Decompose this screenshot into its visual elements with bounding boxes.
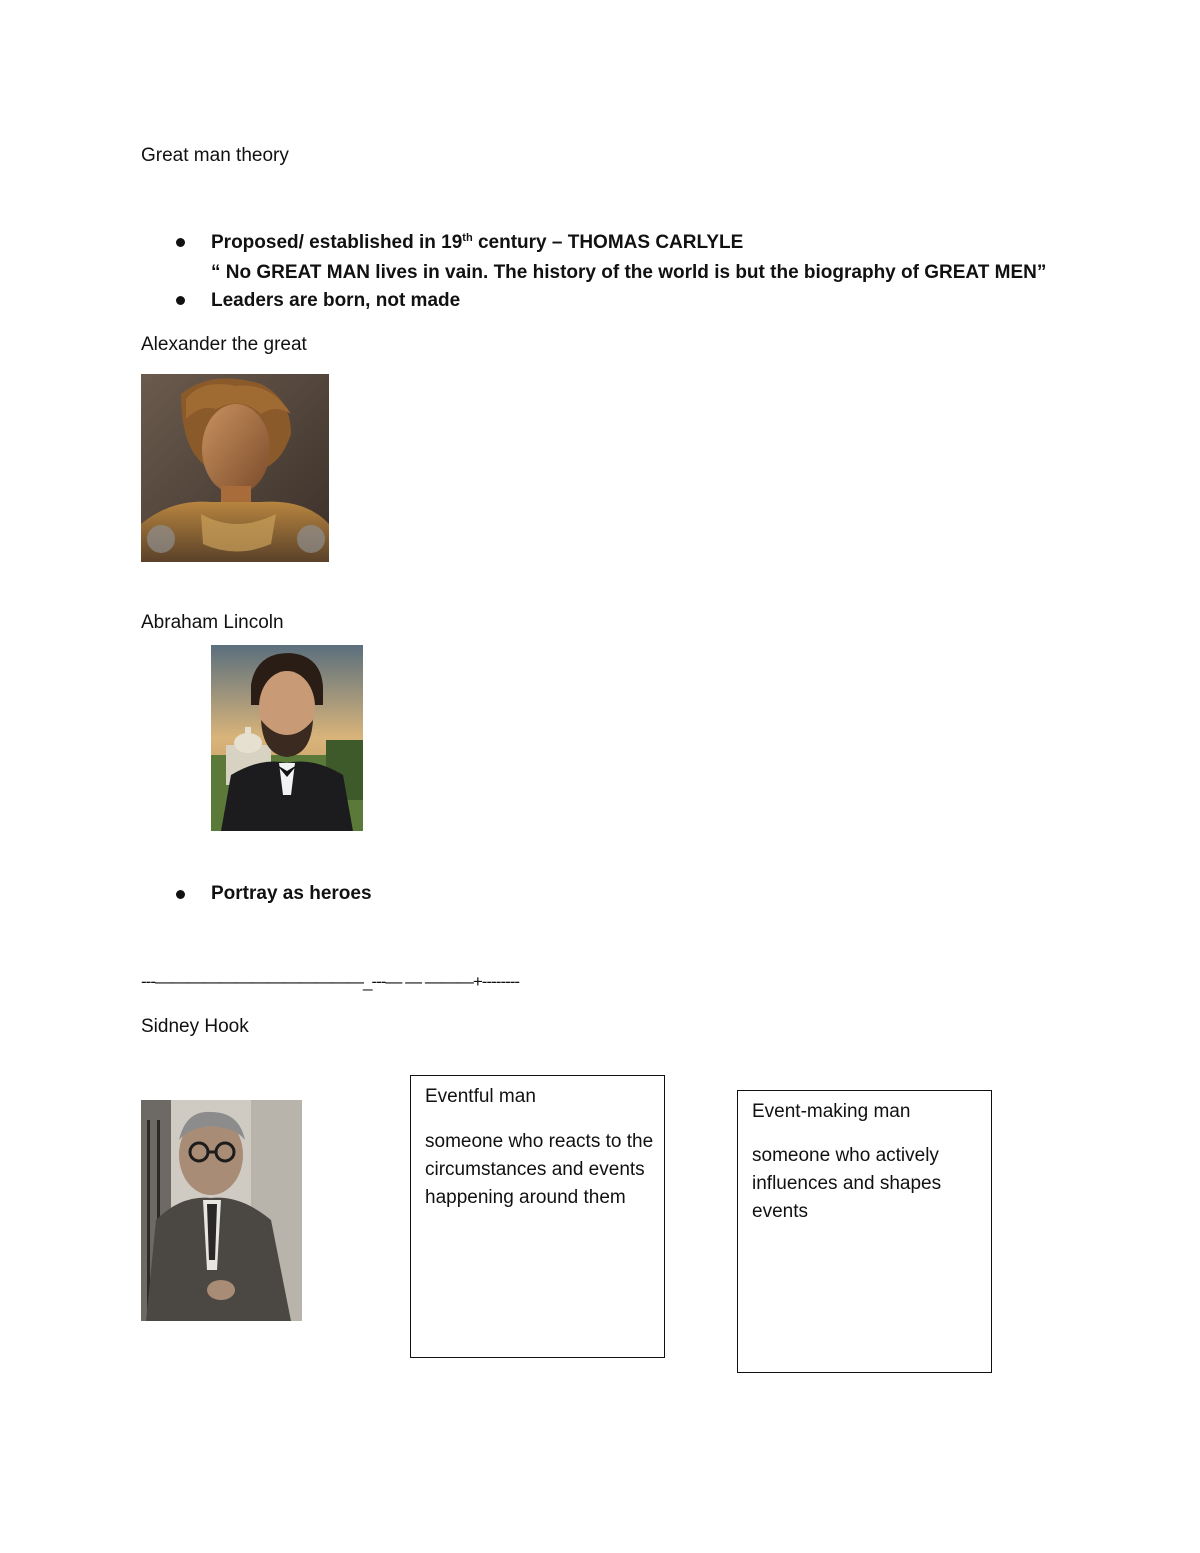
- event-making-man-definition: someone who actively influences and shapes events: [752, 1145, 942, 1222]
- bullet-carlyle: [211, 232, 743, 254]
- bullet-carlyle-pre: Proposed/ established in 19: [211, 232, 463, 253]
- bullet-dot: [176, 296, 185, 305]
- eventful-man-definition: someone who reacts to the circumstances and events happening around them: [425, 1131, 654, 1208]
- eventful-man-box: [410, 1075, 665, 1358]
- event-making-man-box: [737, 1090, 992, 1373]
- bullet-dot: [176, 238, 185, 247]
- bullet-heroes: Portray as heroes: [211, 883, 372, 904]
- alexander-portrait: [141, 374, 329, 562]
- alexander-heading: Alexander the great: [141, 334, 307, 355]
- lincoln-heading: Abraham Lincoln: [141, 612, 284, 633]
- eventful-man-title: Eventful man: [425, 1086, 536, 1107]
- bullet-carlyle-sup: th: [462, 232, 473, 244]
- lincoln-portrait: [211, 645, 363, 831]
- bullet-carlyle-post: century – THOMAS CARLYLE: [472, 232, 744, 253]
- bullet-leaders: Leaders are born, not made: [211, 290, 461, 311]
- page-title: Great man theory: [141, 145, 289, 166]
- separator-line: ---—————————————_---— — ———+--------: [141, 972, 520, 991]
- event-making-man-title: Event-making man: [752, 1101, 911, 1122]
- hook-photo: [141, 1100, 302, 1321]
- hook-heading: Sidney Hook: [141, 1016, 249, 1037]
- carlyle-quote: “ No GREAT MAN lives in vain. The history of the world is but the biography of GREAT MEN”: [211, 262, 1047, 283]
- bullet-dot: [176, 890, 185, 899]
